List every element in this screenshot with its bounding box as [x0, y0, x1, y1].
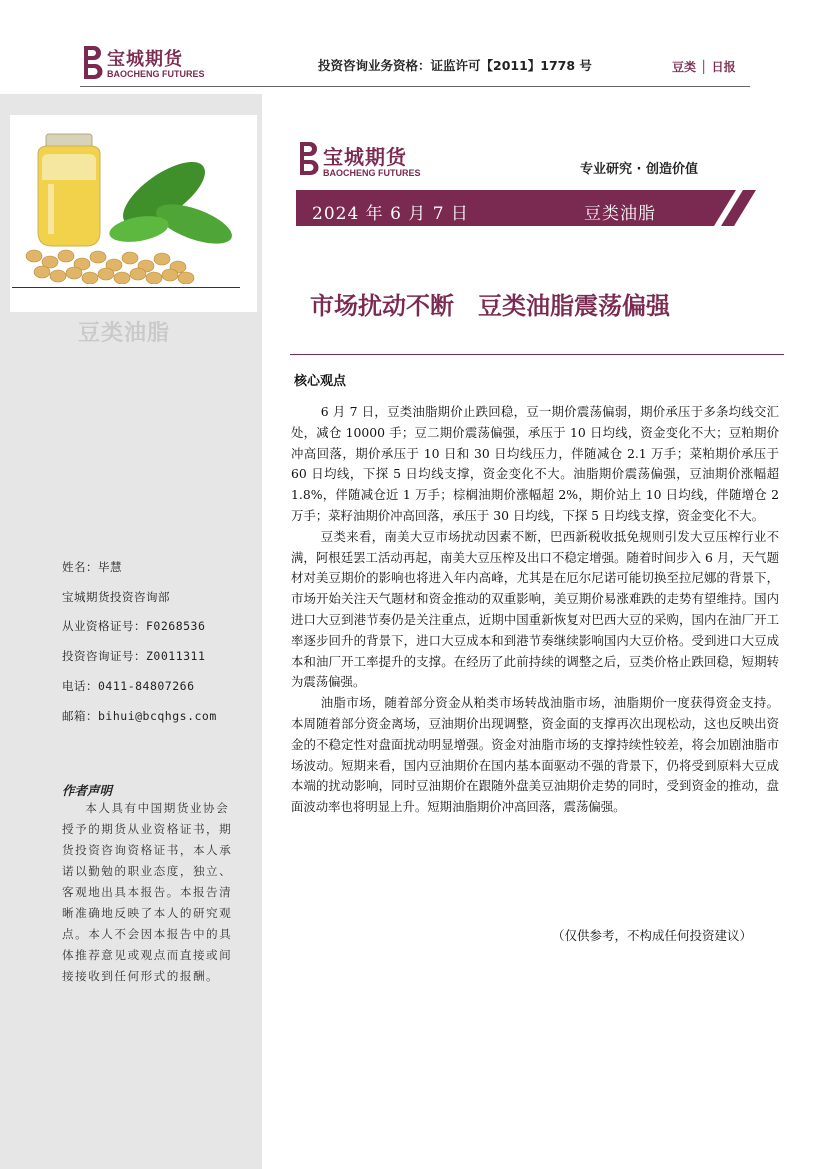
- license-text: 投资咨询业务资格：证监许可【2011】1778 号: [318, 58, 592, 73]
- brand-name: 宝城期货: [107, 49, 183, 70]
- core-view-title: 核心观点: [294, 374, 347, 389]
- advisory-number: 投资咨询证号：Z0011311: [62, 649, 206, 663]
- analyst-phone: 电话：0411-84807266: [62, 679, 195, 693]
- report-headline: 市场扰动不断 豆类油脂震荡偏强: [310, 292, 670, 320]
- sidebar-title: 豆类油脂: [78, 321, 171, 346]
- declaration-text: 本人具有中国期货业协会授予的期货从业资格证书，期货投资咨询资格证书，本人承诺以勤勉的职业态度，独立、客观地出具本报告。本报告清晰准确地反映了本人的研究观点。本人不会因本报告中的具体推荐意见或观点而直接或间接接收到任何形式的报酬。: [62, 801, 233, 983]
- report-logo-icon: [296, 140, 320, 176]
- analyst-department: 宝城期货投资咨询部: [62, 590, 170, 604]
- brand-logo-icon: [80, 44, 104, 80]
- report-brand-name-en: BAOCHENG FUTURES: [323, 168, 421, 178]
- header-category: 豆类 │ 日报: [672, 60, 736, 74]
- image-divider: [12, 287, 240, 288]
- soybean-oil-image: [14, 124, 236, 284]
- disclaimer: （仅供参考，不构成任何投资建议）: [552, 928, 753, 943]
- brand-name-en: BAOCHENG FUTURES: [107, 69, 205, 79]
- paragraph: 6 月 7 日，豆类油脂期价止跌回稳，豆一期价震荡偏弱，期价承压于多条均线交汇处，减仓 10000 手；豆二期价震荡偏强，承压于 10 日均线，资金变化不大；豆粕期价冲高回落，期价承压于 10 日和 30 日均线压力，伴随减仓 2.1 万手；菜粕期价承压于 60 日均线，下探 5 日均线支撑，资金变化不大。油脂期价震荡偏强，豆油期价涨幅超 1.8%，伴随减仓近 1 万手；棕榈油期价涨幅超 2%，期价站上 10 日均线，伴随增仓 2 万手；菜籽油期价冲高回落，承压于 30 日均线，下探 5 日均线支撑，资金变化不大。: [291, 404, 779, 523]
- report-date: 2024 年 6 月 7 日: [312, 204, 469, 224]
- qualification-number: 从业资格证号：F0268536: [62, 619, 206, 633]
- declaration-title: 作者声明: [62, 783, 113, 798]
- brand-logo: [80, 44, 210, 84]
- report-brand-name: 宝城期货: [323, 145, 407, 169]
- report-logo: [296, 140, 436, 182]
- slogan: 专业研究 · 创造价值: [580, 162, 698, 177]
- headline-divider: [290, 354, 784, 355]
- analyst-email[interactable]: 邮箱：bihui@bcqhgs.com: [62, 709, 217, 723]
- paragraph: 油脂市场，随着部分资金从粕类市场转战油脂市场，油脂期价一度获得资金支持。本周随着部分资金离场，豆油期价出现调整，资金面的支撑再次出现松动，这也反映出资金的不稳定性对盘面扰动明显增强。资金对油脂市场的支撑持续性较差，将会加剧油脂市场波动。短期来看，国内豆油期价在国内基本面驱动不强的背景下，仍将受到原料大豆成本端的扰动影响，同时豆油期价在跟随外盘美豆油期价走势的同时，受到资金的推动，盘面波动率也将明显上升。短期油脂期价冲高回落，震荡偏强。: [291, 695, 779, 815]
- report-category: 豆类油脂: [584, 204, 656, 224]
- header-divider: [80, 86, 750, 87]
- paragraph: 豆类来看，南美大豆市场扰动因素不断，巴西新税收抵免规则引发大豆压榨行业不满，阿根廷罢工活动再起，南美大豆压榨及出口不稳定增强。随着时间步入 6 月，天气题材对美豆期价的影响也将进入年内高峰，尤其是在厄尔尼诺可能切换至拉尼娜的背景下，市场开始关注天气题材和资金推动的双重影响，美豆期价易涨难跌的走势有望维持。国内进口大豆到港节奏仍是关注重点，近期中国重新恢复对巴西大豆的采购，国内在油厂开工率逐步回升的背景下，进口大豆成本和到港节奏继续影响国内大豆价格。受到进口大豆成本和油厂开工率提升的支撑。在经历了此前持续的调整之后，豆类价格止跌回稳，短期转为震荡偏强。: [291, 528, 779, 690]
- analyst-name: 姓名：毕慧: [62, 560, 122, 574]
- report-body: [291, 402, 779, 818]
